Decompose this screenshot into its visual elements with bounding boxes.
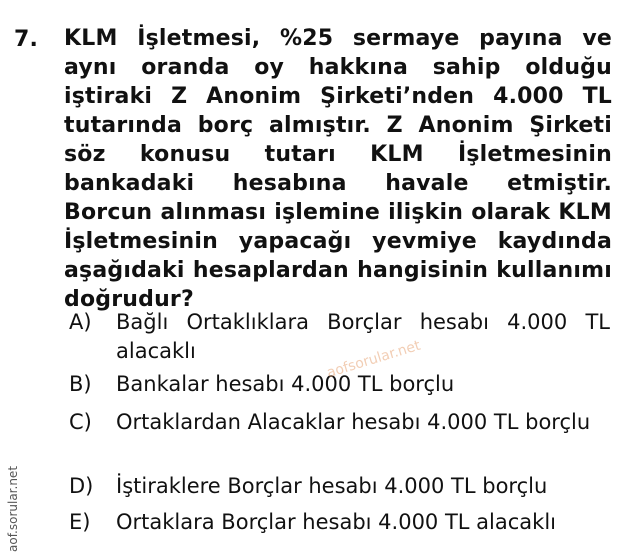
- option-text: Ortaklara Borçlar hesabı 4.000 TL alacaklı: [116, 510, 556, 534]
- option-letter: E): [69, 510, 91, 534]
- option-letter: D): [69, 474, 94, 498]
- option-text: Bankalar hesabı 4.000 TL borçlu: [116, 372, 455, 396]
- watermark-side: aof.sorular.net: [6, 465, 20, 552]
- watermark-center: aofsorular.net: [325, 337, 423, 382]
- question-number: 7.: [14, 27, 39, 52]
- option-letter: A): [69, 310, 92, 334]
- option-letter: C): [69, 410, 92, 434]
- option-letter: B): [69, 372, 92, 396]
- option-text: İştiraklere Borçlar hesabı 4.000 TL borçlu: [116, 474, 548, 498]
- question-text: KLM İşletmesi, %25 sermaye payına ve aynı oranda oy hakkına sahip olduğu iştiraki Z Anonim Şirketi’nden 4.000 TL tutarında borç almıştır. Z Anonim Şirketi söz konusu tutarı KLM İşletmesinin bankadaki hesabına havale etmiştir. Borcun alınması işlemine ilişkin olarak KLM İşletmesinin yapacağı yevmiye kaydında aşağıdaki hesaplardan hangisinin kullanımı doğrudur?: [64, 26, 612, 312]
- option-text: Bağlı Ortaklıklara Borçlar hesabı 4.000 TL alacaklı: [116, 310, 610, 363]
- option-text: Ortaklardan Alacaklar hesabı 4.000 TL borçlu: [116, 410, 591, 434]
